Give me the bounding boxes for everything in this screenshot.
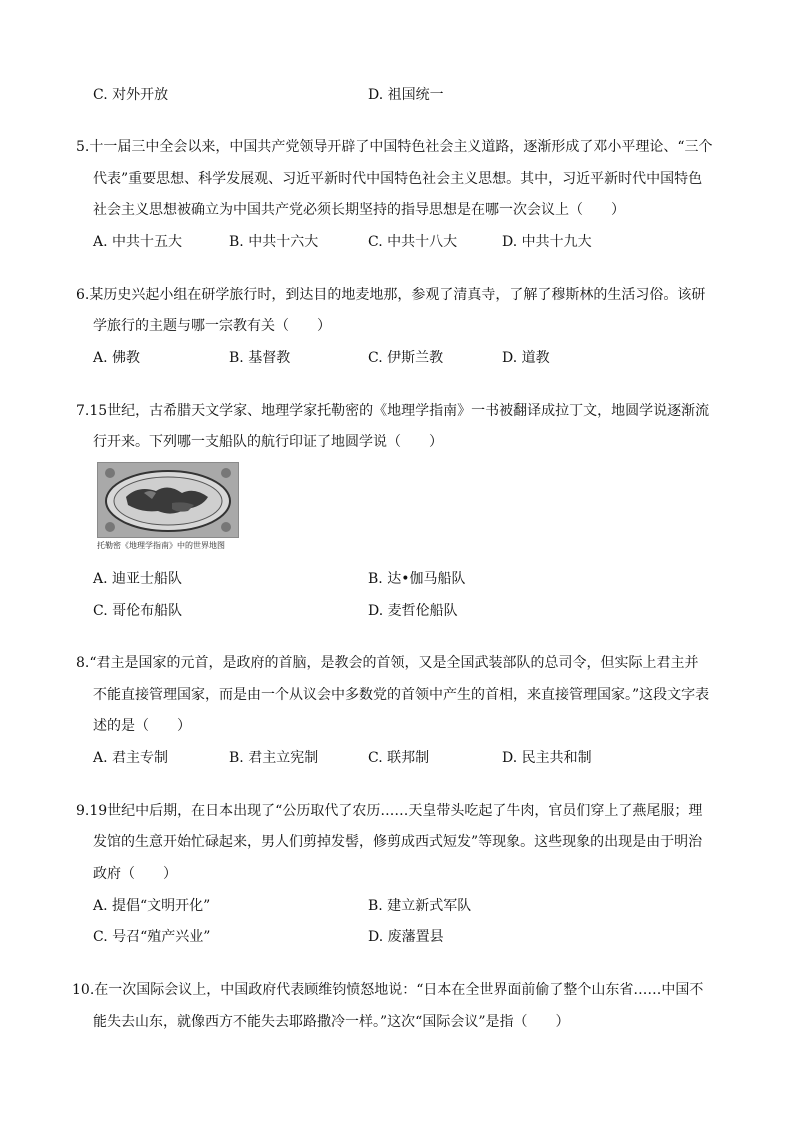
option-a: A. 中共十五大 bbox=[93, 234, 183, 250]
world-map-image bbox=[97, 462, 239, 538]
option-a: A. 佛教 bbox=[93, 350, 141, 366]
option-b: B. 基督教 bbox=[229, 350, 291, 366]
option-b: B. 建立新式军队 bbox=[368, 898, 472, 914]
option-c: C. 号召“殖产兴业” bbox=[93, 929, 211, 945]
option-b: B. 达•伽马船队 bbox=[368, 571, 466, 587]
question-text-line: 7.15世纪，古希腊天文学家、地理学家托勒密的《地理学指南》一书被翻译成拉丁文，地圆学说逐渐流 bbox=[76, 403, 710, 419]
option-c: C. 伊斯兰教 bbox=[368, 350, 444, 366]
question-text-line: 行开来。下列哪一支船队的航行印证了地圆学说（ ） bbox=[93, 434, 443, 450]
option-d: D. 废藩置县 bbox=[368, 929, 444, 945]
question-text-line: 6.某历史兴起小组在研学旅行时，到达目的地麦地那，参观了清真寺，了解了穆斯林的生活习俗。该研 bbox=[76, 287, 706, 303]
option-c: C. 联邦制 bbox=[368, 750, 430, 766]
figure-caption: 托勒密《地理学指南》中的世界地图 bbox=[97, 541, 225, 550]
question-text-line: 代表”重要思想、科学发展观、习近平新时代中国特色社会主义思想。其中，习近平新时代中国特色 bbox=[93, 171, 703, 187]
option-d: D. 民主共和制 bbox=[502, 750, 592, 766]
question-text-line: 述的是（ ） bbox=[93, 718, 191, 734]
option-d: D. 麦哲伦船队 bbox=[368, 603, 458, 619]
question-text-line: 5.十一届三中全会以来，中国共产党领导开辟了中国特色社会主义道路，逐渐形成了邓小平理论、“三个 bbox=[76, 139, 713, 155]
world-map-figure bbox=[97, 462, 239, 550]
question-text-line: 10.在一次国际会议上，中国政府代表顾维钧愤怒地说：“日本在全世界面前偷了整个山东省……中国不 bbox=[72, 982, 704, 998]
option-d: D. 中共十九大 bbox=[502, 234, 592, 250]
question-text-line: 8.“君主是国家的元首，是政府的首脑，是教会的首领，又是全国武装部队的总司令，但实际上君主并 bbox=[76, 655, 699, 671]
question-text-line: 学旅行的主题与哪一宗教有关（ ） bbox=[93, 318, 331, 334]
option-c: C. 哥伦布船队 bbox=[93, 603, 183, 619]
option-a: A. 君主专制 bbox=[93, 750, 169, 766]
question-text-line: 发馆的生意开始忙碌起来，男人们剪掉发髻，修剪成西式短发”等现象。这些现象的出现是由于明治 bbox=[93, 834, 703, 850]
option-b: B. 中共十六大 bbox=[229, 234, 319, 250]
option-c: C. 对外开放 bbox=[93, 87, 169, 103]
option-b: B. 君主立宪制 bbox=[229, 750, 319, 766]
option-d: D. 祖国统一 bbox=[368, 87, 444, 103]
question-text-line: 能失去山东，就像西方不能失去耶路撒冷一样。”这次“国际会议”是指（ ） bbox=[93, 1014, 570, 1030]
option-a: A. 迪亚士船队 bbox=[93, 571, 183, 587]
option-d: D. 道教 bbox=[502, 350, 550, 366]
question-text-line: 9.19世纪中后期，在日本出现了“公历取代了农历……天皇带头吃起了牛肉，官员们穿上了燕尾服；理 bbox=[76, 803, 703, 819]
option-c: C. 中共十八大 bbox=[368, 234, 458, 250]
question-text-line: 不能直接管理国家，而是由一个从议会中多数党的首领中产生的首相，来直接管理国家。”这段文字表 bbox=[93, 687, 710, 703]
question-text-line: 政府（ ） bbox=[93, 866, 177, 882]
option-a: A. 提倡“文明开化” bbox=[93, 898, 211, 914]
question-text-line: 社会主义思想被确立为中国共产党必须长期坚持的指导思想是在哪一次会议上（ ） bbox=[93, 202, 625, 218]
